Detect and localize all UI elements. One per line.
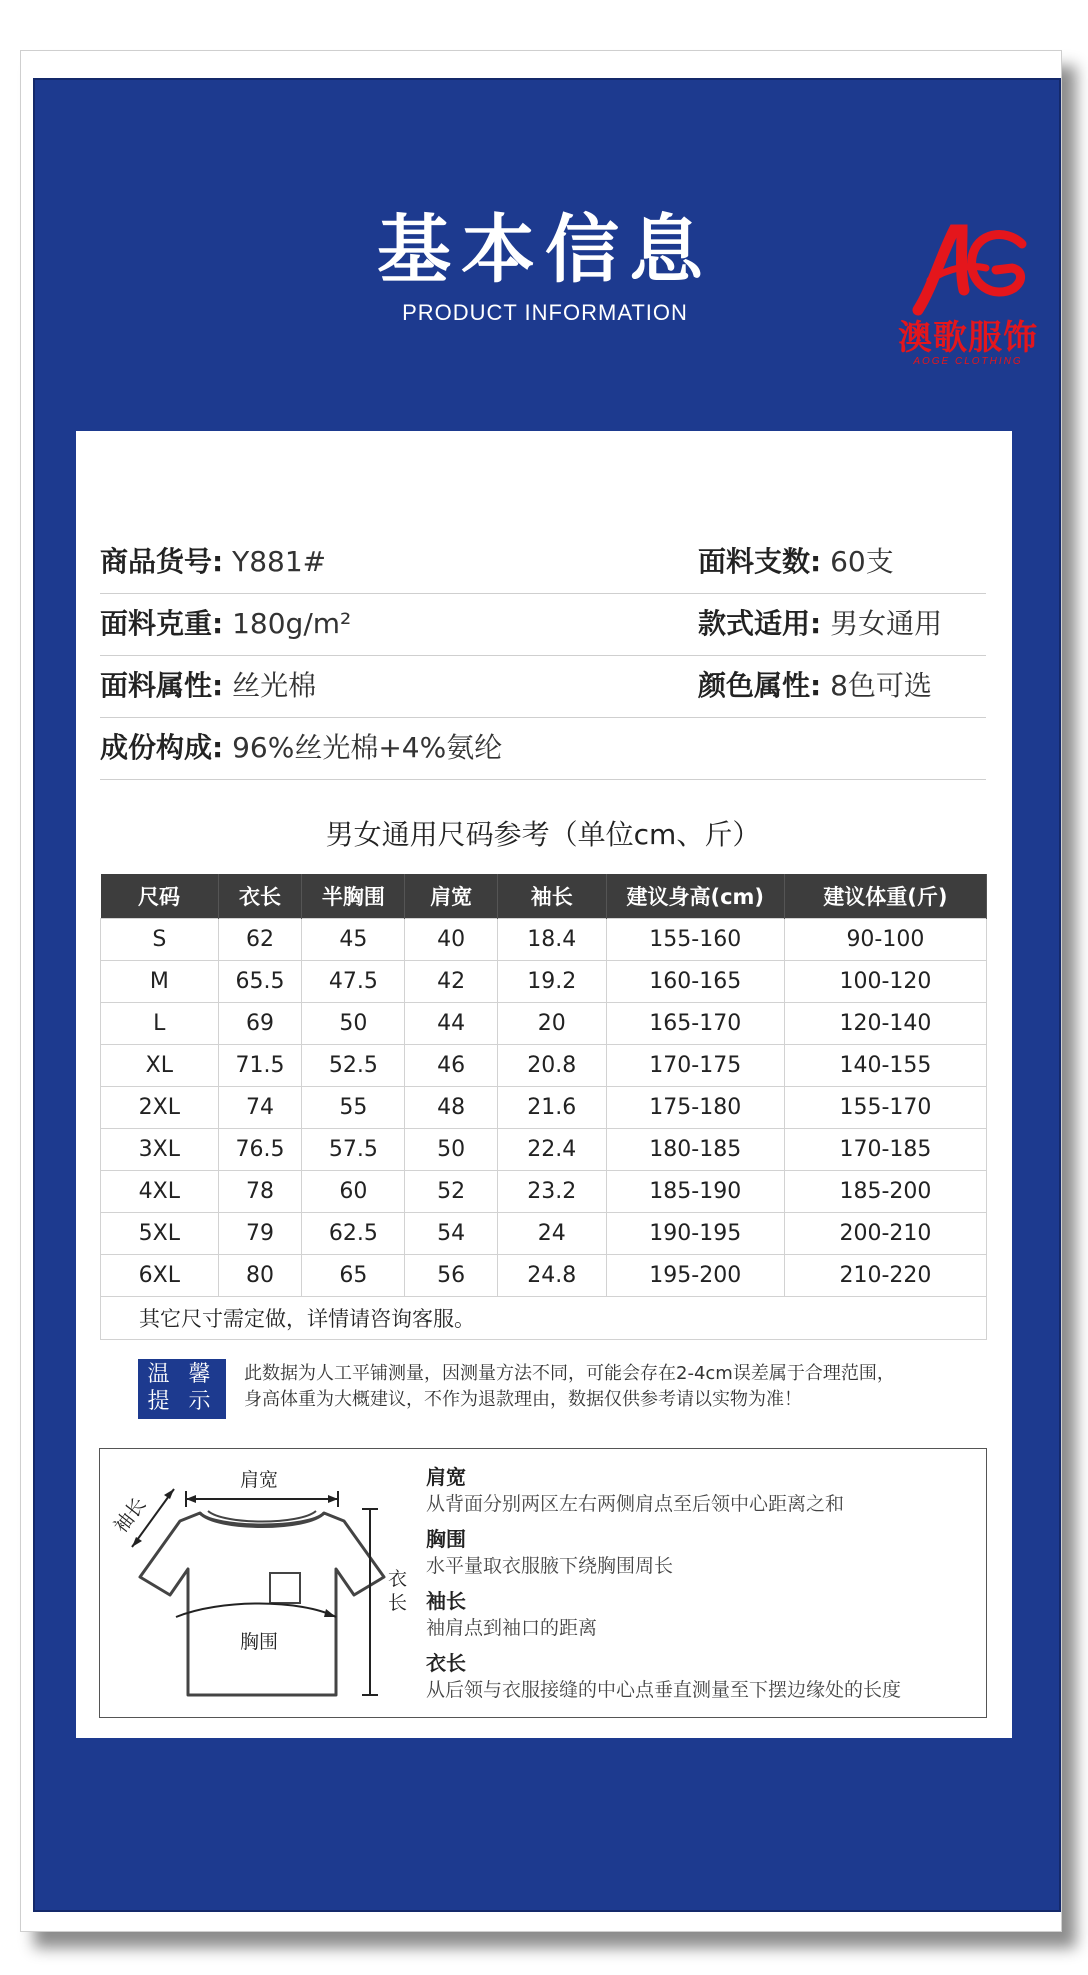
definition-term: 胸围 (426, 1527, 466, 1551)
info-panel (76, 431, 1012, 1738)
table-cell: 46 (405, 1045, 498, 1087)
table-cell: 165-170 (606, 1003, 784, 1045)
definition-desc: 从后领与衣服接缝的中心点垂直测量至下摆边缘处的长度 (426, 1679, 902, 1701)
table-cell: 90-100 (784, 919, 986, 961)
table-cell: XL (101, 1045, 219, 1087)
brand-mark-icon (910, 218, 1030, 318)
table-cell: 4XL (101, 1171, 219, 1213)
table-cell: 190-195 (606, 1213, 784, 1255)
table-cell: 21.6 (497, 1087, 606, 1129)
col-header: 建议身高(cm) (606, 874, 784, 919)
length-label-2: 长 (388, 1592, 408, 1614)
definition-item (426, 1525, 976, 1579)
composition-value: 96%丝光棉+4%氨纶 (232, 731, 503, 764)
table-cell: 80 (218, 1255, 302, 1297)
shoulder-label: 肩宽 (240, 1469, 279, 1491)
table-row (101, 1129, 987, 1171)
length-label-1: 衣 (388, 1568, 408, 1590)
fabric-label: 面料属性: (100, 669, 224, 702)
table-cell: 74 (218, 1087, 302, 1129)
table-cell: 44 (405, 1003, 498, 1045)
definition-desc: 水平量取衣服腋下绕胸围周长 (426, 1555, 674, 1577)
table-cell: 2XL (101, 1087, 219, 1129)
table-cell: 62 (218, 919, 302, 961)
info-row-2 (100, 593, 986, 656)
table-cell: 170-185 (784, 1129, 986, 1171)
table-cell: 78 (218, 1171, 302, 1213)
color-label: 颜色属性: (698, 669, 822, 702)
table-cell: 18.4 (497, 919, 606, 961)
tip-badge (138, 1359, 226, 1419)
definition-term: 肩宽 (426, 1465, 466, 1489)
table-cell: 40 (405, 919, 498, 961)
table-row (101, 1003, 987, 1045)
size-table (100, 874, 987, 1340)
brand-name-en: AOGE CLOTHING (913, 356, 1023, 367)
definition-desc: 从背面分别两区左右两侧肩点至后领中心距离之和 (426, 1493, 845, 1515)
length-label (388, 1567, 407, 1615)
color-value: 8色可选 (830, 669, 932, 702)
table-cell: 24.8 (497, 1255, 606, 1297)
table-cell: 23.2 (497, 1171, 606, 1213)
measure-diagram (99, 1448, 987, 1718)
size-table-body (101, 919, 987, 1297)
table-cell: 185-200 (784, 1171, 986, 1213)
definition-item (426, 1587, 976, 1641)
definition-item (426, 1463, 976, 1517)
table-cell: 48 (405, 1087, 498, 1129)
table-row (101, 1213, 987, 1255)
fabric-value: 丝光棉 (232, 669, 317, 702)
col-header: 袖长 (497, 874, 606, 919)
page-title: 基本信息 (377, 207, 713, 293)
col-header: 尺码 (101, 874, 219, 919)
chest-label: 胸围 (240, 1631, 279, 1653)
size-table-note: 其它尺寸需定做，详情请咨询客服。 (101, 1297, 987, 1340)
col-header: 建议体重(斤) (784, 874, 986, 919)
table-cell: 60 (302, 1171, 405, 1213)
table-cell: 54 (405, 1213, 498, 1255)
table-cell: 195-200 (606, 1255, 784, 1297)
table-cell: 57.5 (302, 1129, 405, 1171)
weight-value: 180g/m² (232, 607, 352, 640)
info-row-1 (100, 531, 986, 594)
table-cell: 50 (405, 1129, 498, 1171)
table-cell: 175-180 (606, 1087, 784, 1129)
table-cell: 65.5 (218, 961, 302, 1003)
size-table-header (101, 874, 987, 919)
table-row (101, 1171, 987, 1213)
table-cell: 76.5 (218, 1129, 302, 1171)
table-cell: 52.5 (302, 1045, 405, 1087)
table-cell: 24 (497, 1213, 606, 1255)
table-cell: 210-220 (784, 1255, 986, 1297)
gender-value: 男女通用 (830, 607, 943, 640)
table-cell: S (101, 919, 219, 961)
table-cell: 200-210 (784, 1213, 986, 1255)
table-cell: 140-155 (784, 1045, 986, 1087)
table-cell: 160-165 (606, 961, 784, 1003)
col-header: 衣长 (218, 874, 302, 919)
table-cell: M (101, 961, 219, 1003)
gender-label: 款式适用: (698, 607, 822, 640)
composition-label: 成份构成: (100, 731, 224, 764)
size-table-note-row (101, 1297, 987, 1340)
table-cell: 180-185 (606, 1129, 784, 1171)
table-cell: 79 (218, 1213, 302, 1255)
table-cell: 56 (405, 1255, 498, 1297)
table-cell: 19.2 (497, 961, 606, 1003)
weight-label: 面料克重: (100, 607, 224, 640)
brand-logo (878, 218, 1058, 368)
table-cell: L (101, 1003, 219, 1045)
tip-badge-line1: 温 馨 (147, 1362, 217, 1387)
col-header: 肩宽 (405, 874, 498, 919)
table-cell: 6XL (101, 1255, 219, 1297)
tip-line-1: 此数据为人工平铺测量，因测量方法不同，可能会存在2-4cm误差属于合理范围， (244, 1363, 895, 1384)
definition-desc: 袖肩点到袖口的距离 (426, 1617, 598, 1639)
tip-text (244, 1361, 1004, 1413)
table-cell: 55 (302, 1087, 405, 1129)
table-cell: 20 (497, 1003, 606, 1045)
table-cell: 71.5 (218, 1045, 302, 1087)
table-cell: 52 (405, 1171, 498, 1213)
table-cell: 69 (218, 1003, 302, 1045)
table-cell: 65 (302, 1255, 405, 1297)
tip-badge-line2: 提 示 (147, 1389, 217, 1414)
info-row-3 (100, 655, 986, 718)
table-row (101, 1045, 987, 1087)
size-chart-title: 男女通用尺码参考（单位cm、斤） (325, 818, 761, 851)
table-cell: 3XL (101, 1129, 219, 1171)
item-no-value: Y881# (232, 545, 327, 578)
tip-line-2: 身高体重为大概建议，不作为退款理由，数据仅供参考请以实物为准！ (244, 1389, 802, 1410)
sleeve-label: 袖长 (109, 1493, 151, 1538)
yarn-count-label: 面料支数: (698, 545, 822, 578)
table-cell: 47.5 (302, 961, 405, 1003)
table-cell: 155-160 (606, 919, 784, 961)
yarn-count-value: 60支 (830, 545, 894, 578)
table-cell: 42 (405, 961, 498, 1003)
table-cell: 62.5 (302, 1213, 405, 1255)
col-header: 半胸围 (302, 874, 405, 919)
table-cell: 50 (302, 1003, 405, 1045)
item-no-label: 商品货号: (100, 545, 224, 578)
table-row (101, 1087, 987, 1129)
table-cell: 45 (302, 919, 405, 961)
definition-item (426, 1649, 976, 1703)
table-cell: 120-140 (784, 1003, 986, 1045)
measure-definitions (426, 1463, 976, 1711)
table-cell: 185-190 (606, 1171, 784, 1213)
table-cell: 22.4 (497, 1129, 606, 1171)
definition-term: 衣长 (426, 1651, 466, 1675)
definition-term: 袖长 (426, 1589, 466, 1613)
table-cell: 155-170 (784, 1087, 986, 1129)
info-row-4 (100, 717, 986, 780)
table-row (101, 919, 987, 961)
table-row (101, 961, 987, 1003)
brand-name-cn: 澳歌服饰 (898, 318, 1038, 358)
table-cell: 20.8 (497, 1045, 606, 1087)
table-cell: 100-120 (784, 961, 986, 1003)
page-subtitle: PRODUCT INFORMATION (402, 300, 688, 325)
table-row (101, 1255, 987, 1297)
table-cell: 5XL (101, 1213, 219, 1255)
table-cell: 170-175 (606, 1045, 784, 1087)
